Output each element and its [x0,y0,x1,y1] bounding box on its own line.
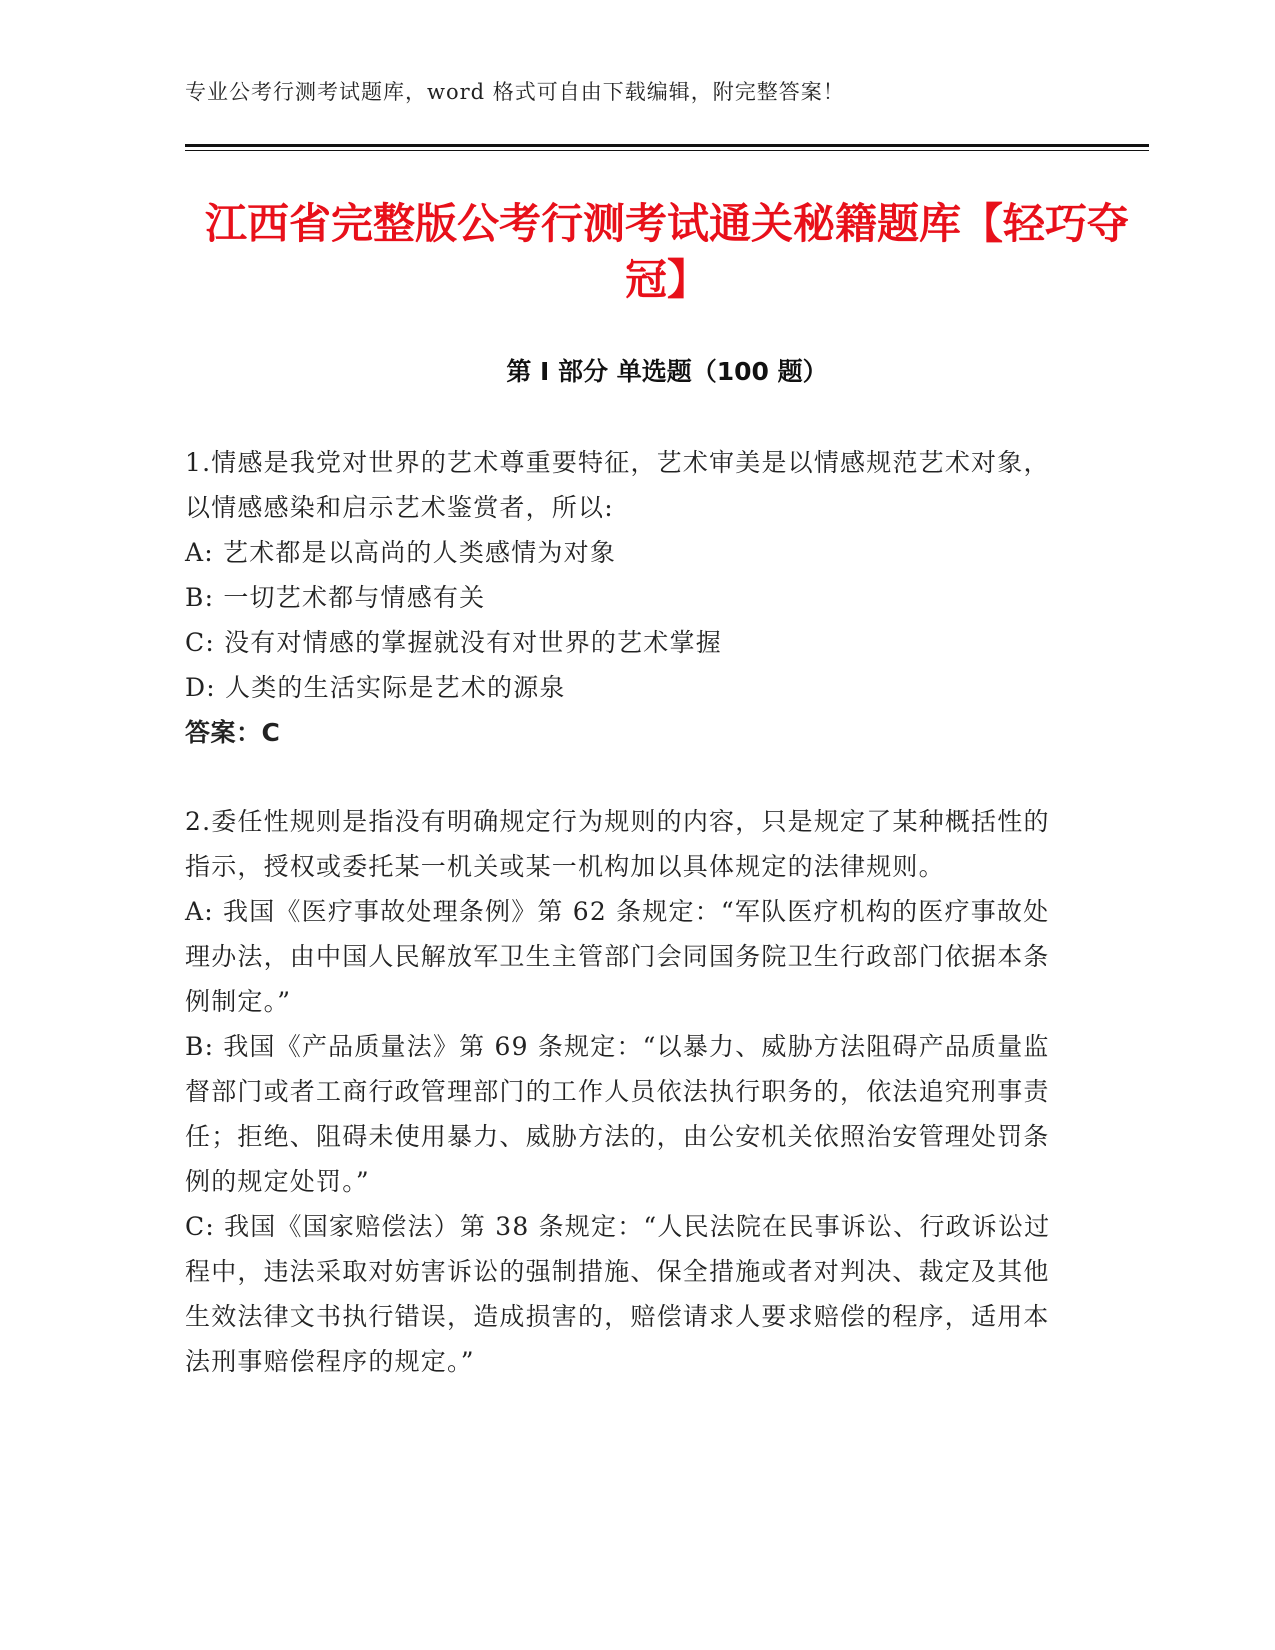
answer-label: 答案：C [185,718,281,747]
question-stem: 2.委任性规则是指没有明确规定行为规则的内容，只是规定了某种概括性的指示，授权或委托某一机关或某一机构加以具体规定的法律规则。 [185,807,1050,881]
option-a: A: 我国《医疗事故处理条例》第 62 条规定：“军队医疗机构的医疗事故处理办法，由中国人民解放军卫生主管部门会同国务院卫生行政部门依据本条例制定。” [185,897,1050,1016]
question-stem: 1.情感是我党对世界的艺术尊重要特征，艺术审美是以情感规范艺术对象，以情感感染和启示艺术鉴赏者，所以: [185,448,1050,522]
question-list [185,440,1055,1384]
section-title: 第 I 部分 单选题（100 题） [506,357,828,386]
option-a: A: 艺术都是以高尚的人类感情为对象 [185,538,617,567]
question-item-1 [185,440,1055,755]
question-item-2 [185,799,1055,1384]
header-note: 专业公考行测考试题库，word 格式可自由下载编辑，附完整答案！ [185,80,845,104]
document-title: 江西省完整版公考行测考试通关秘籍题库【轻巧夺冠】 [204,199,1129,304]
header-divider-thin [185,150,1149,151]
option-c: C: 没有对情感的掌握就没有对世界的艺术掌握 [185,628,722,657]
header-divider-thick [185,144,1149,147]
option-b: B: 我国《产品质量法》第 69 条规定：“以暴力、威胁方法阻碍产品质量监督部门或者工商行政管理部门的工作人员依法执行职务的，依法追究刑事责任；拒绝、阻碍未使用暴力、威胁方法的，由公安机关依照治安管理处罚条例的规定处罚。” [185,1032,1050,1196]
option-c: C: 我国《国家赔偿法）第 38 条规定：“人民法院在民事诉讼、行政诉讼过程中，违法采取对妨害诉讼的强制措施、保全措施或者对判决、裁定及其他生效法律文书执行错误，造成损害的，赔偿请求人要求赔偿的程序，适用本法刑事赔偿程序的规定。” [185,1212,1051,1376]
option-b: B: 一切艺术都与情感有关 [185,583,486,612]
option-d: D: 人类的生活实际是艺术的源泉 [185,673,566,702]
